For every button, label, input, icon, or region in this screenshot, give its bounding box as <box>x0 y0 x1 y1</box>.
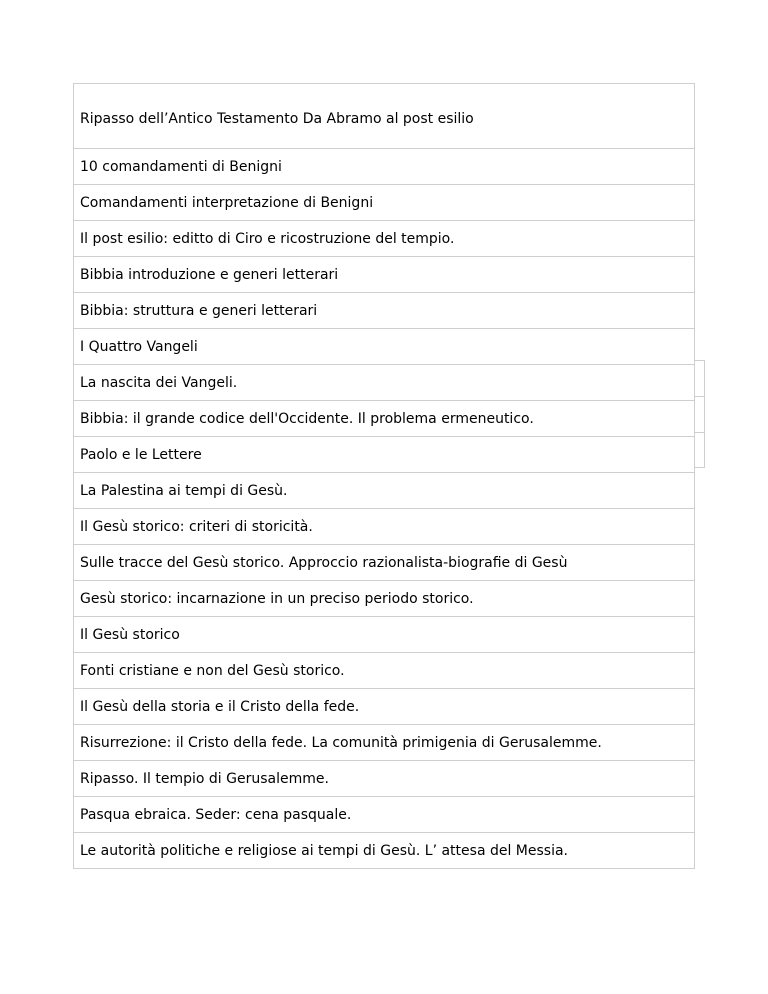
table-cell: I Quattro Vangeli <box>74 329 695 365</box>
table-cell: Gesù storico: incarnazione in un preciso periodo storico. <box>74 581 695 617</box>
side-column-divider <box>695 432 705 433</box>
side-column-border <box>695 360 705 468</box>
table-cell: La nascita dei Vangeli. <box>74 365 695 401</box>
table-row <box>74 689 695 725</box>
table-row <box>74 401 695 437</box>
table-cell: Risurrezione: il Cristo della fede. La comunità primigenia di Gerusalemme. <box>74 725 695 761</box>
table-cell: 10 comandamenti di Benigni <box>74 149 695 185</box>
table-row <box>74 797 695 833</box>
table-row <box>74 257 695 293</box>
table-cell: Comandamenti interpretazione di Benigni <box>74 185 695 221</box>
table-cell: Bibbia: il grande codice dell'Occidente. Il problema ermeneutico. <box>74 401 695 437</box>
side-column-divider <box>695 396 705 397</box>
table-row <box>74 473 695 509</box>
table-cell: Paolo e le Lettere <box>74 437 695 473</box>
table-row <box>74 509 695 545</box>
table-row <box>74 761 695 797</box>
table-cell: Il post esilio: editto di Ciro e ricostruzione del tempio. <box>74 221 695 257</box>
table-row <box>74 833 695 869</box>
table-cell: Bibbia: struttura e generi letterari <box>74 293 695 329</box>
table-cell: Il Gesù della storia e il Cristo della fede. <box>74 689 695 725</box>
table-cell: Bibbia introduzione e generi letterari <box>74 257 695 293</box>
table-cell: Le autorità politiche e religiose ai tempi di Gesù. L’ attesa del Messia. <box>74 833 695 869</box>
table-cell: Ripasso dell’Antico Testamento Da Abramo al post esilio <box>74 84 695 149</box>
table-row <box>74 185 695 221</box>
table-row <box>74 545 695 581</box>
table-cell: Ripasso. Il tempio di Gerusalemme. <box>74 761 695 797</box>
table-cell: La Palestina ai tempi di Gesù. <box>74 473 695 509</box>
table-row <box>74 293 695 329</box>
table-row <box>74 437 695 473</box>
table-row <box>74 84 695 149</box>
lesson-table <box>73 83 695 869</box>
table-row <box>74 221 695 257</box>
table-cell: Il Gesù storico <box>74 617 695 653</box>
table-row <box>74 617 695 653</box>
table-row <box>74 653 695 689</box>
table-cell: Pasqua ebraica. Seder: cena pasquale. <box>74 797 695 833</box>
table-cell: Fonti cristiane e non del Gesù storico. <box>74 653 695 689</box>
table-row <box>74 581 695 617</box>
table-cell: Sulle tracce del Gesù storico. Approccio razionalista-biografie di Gesù <box>74 545 695 581</box>
table-row <box>74 329 695 365</box>
table-cell: Il Gesù storico: criteri di storicità. <box>74 509 695 545</box>
table-row <box>74 365 695 401</box>
table-row <box>74 725 695 761</box>
table-row <box>74 149 695 185</box>
